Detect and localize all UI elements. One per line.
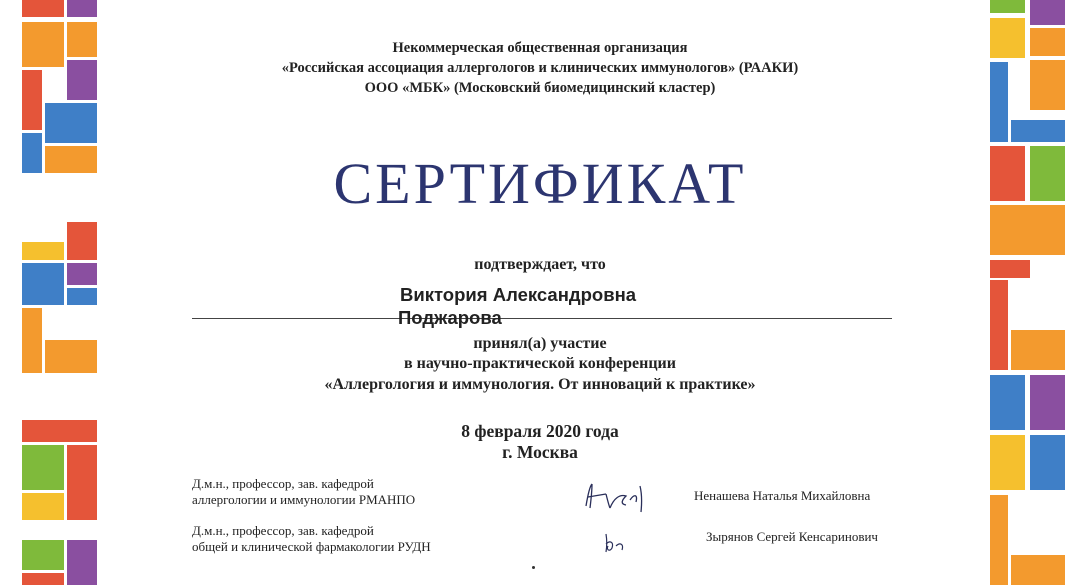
event-date: 8 февраля 2020 года	[461, 421, 619, 441]
organization-line-2: «Российская ассоциация аллергологов и клинических иммунологов» (РААКИ)	[281, 60, 799, 76]
recipient-name-line-1: Виктория Александровна	[400, 284, 637, 305]
signatory-1-position-line-2: аллергологии и иммунологии РМАНПО	[192, 492, 416, 507]
print-dot	[532, 566, 535, 569]
organization-line-3: ООО «МБК» (Московский биомедицинский кластер)	[364, 80, 716, 96]
right-decorative-border	[965, 0, 1075, 585]
signatory-2-position-line-1: Д.м.н., профессор, зав. кафедрой	[192, 523, 374, 538]
signatory-2-position	[192, 523, 431, 555]
certificate-body	[130, 0, 950, 585]
signatory-1-position	[192, 476, 415, 508]
signatory-2-position-line-2: общей и клинической фармакологии РУДН	[192, 539, 431, 554]
signatory-1-name: Ненашева Наталья Михайловна	[694, 488, 871, 503]
event-type: в научно-практической конференции	[404, 355, 676, 372]
recipient-name-line-2: Поджарова	[398, 307, 502, 328]
signatory-1-signature	[578, 472, 668, 527]
name-underline	[192, 318, 892, 319]
participation-text: принял(а) участие	[473, 335, 607, 352]
left-decorative-border	[0, 0, 122, 585]
signatory-2-signature	[598, 528, 638, 563]
signatory-2-name: Зырянов Сергей Кенсаринович	[706, 529, 878, 544]
organization-line-1: Некоммерческая общественная организация	[392, 40, 688, 56]
confirms-text: подтверждает, что	[474, 256, 606, 273]
signatory-1-position-line-1: Д.м.н., профессор, зав. кафедрой	[192, 476, 374, 491]
event-name: «Аллергология и иммунология. От инноваций к практике»	[324, 376, 756, 393]
event-city: г. Москва	[502, 442, 578, 462]
certificate-title: СЕРТИФИКАТ	[333, 151, 747, 216]
